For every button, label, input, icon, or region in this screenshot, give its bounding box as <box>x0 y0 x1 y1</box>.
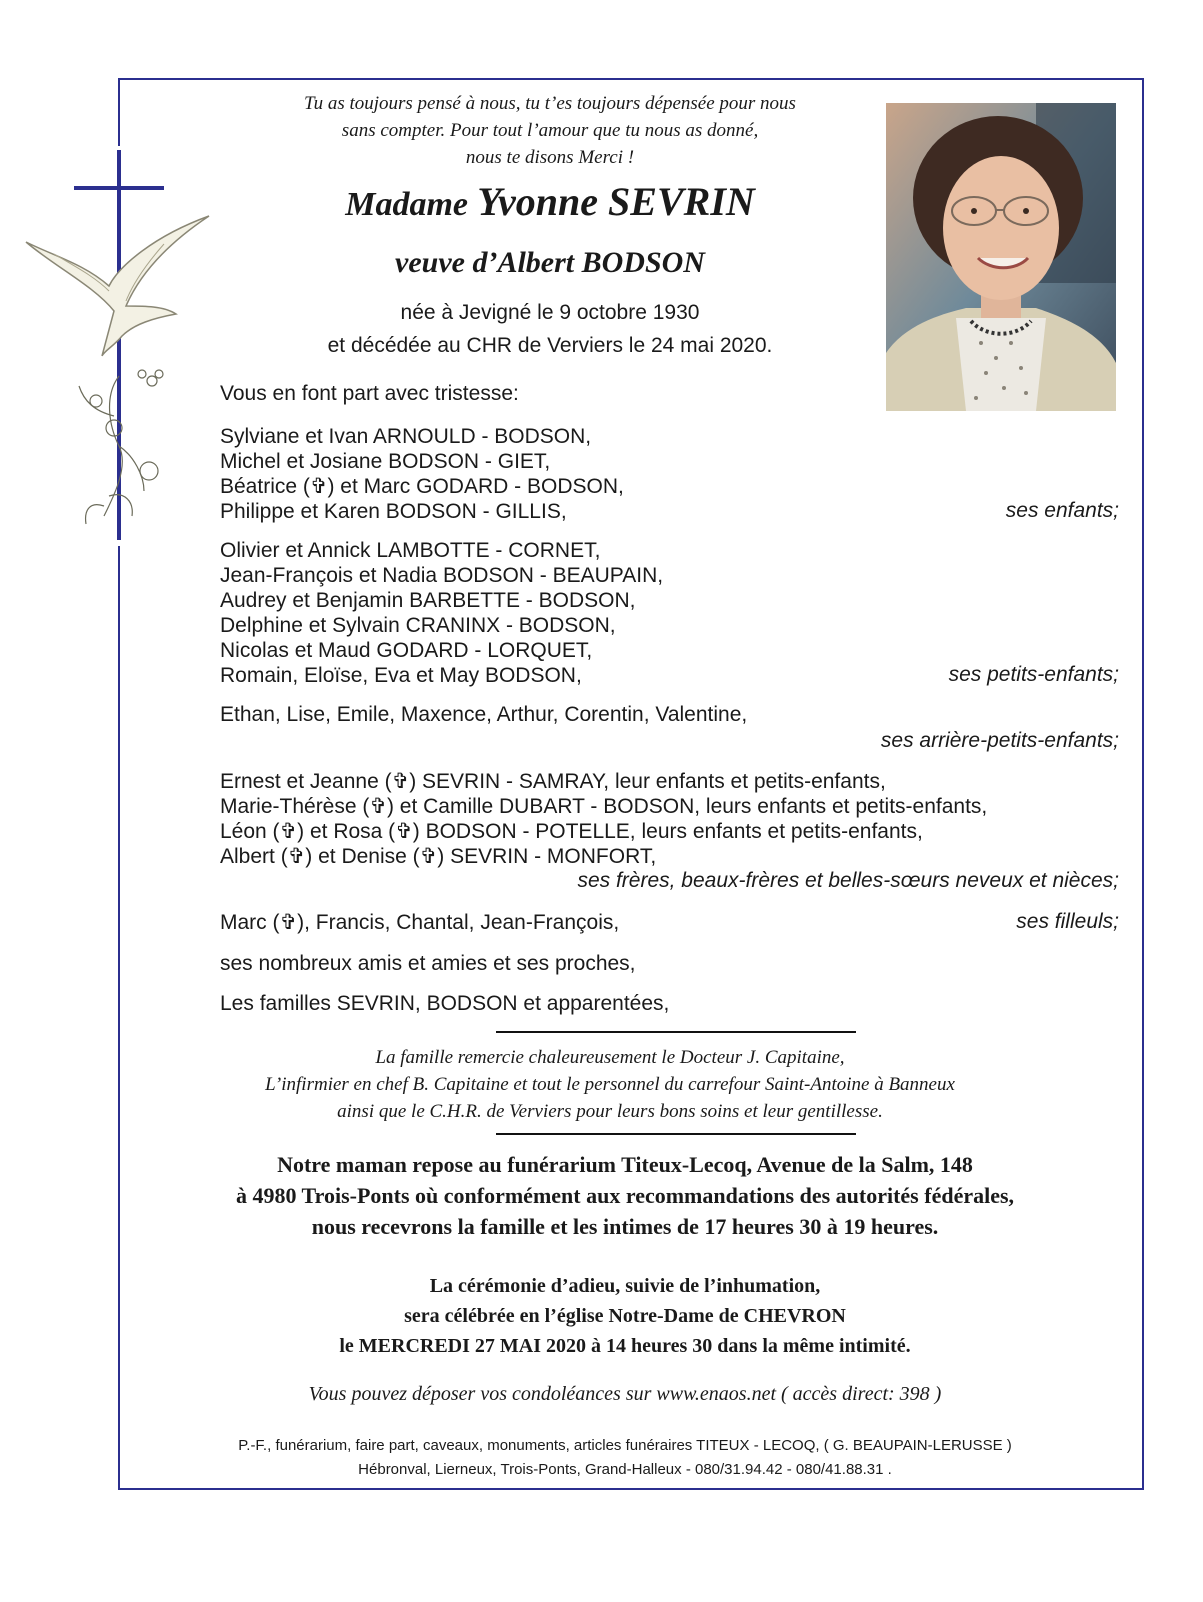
repose-line: à 4980 Trois-Ponts où conformément aux recommandations des autorités fédérales, <box>235 1183 1015 1208</box>
divider <box>496 1031 856 1033</box>
friends-line: ses nombreux amis et amies et ses proches, <box>220 952 636 975</box>
divider <box>496 1133 856 1135</box>
footer-line: Hébronval, Lierneux, Trois-Ponts, Grand-Halleux - 080/31.94.42 - 080/41.88.31 . <box>358 1461 892 1478</box>
portrait-photo <box>886 103 1116 411</box>
deceased-title <box>230 178 870 225</box>
list-item: Léon (✞) et Rosa (✞) BODSON - POTELLE, leurs enfants et petits-enfants, <box>220 820 923 843</box>
list-item: Béatrice (✞) et Marc GODARD - BODSON, <box>220 475 624 498</box>
quote-line: sans compter. Pour tout l’amour que tu nous as donné, <box>341 120 759 141</box>
repose-info <box>130 1149 1120 1242</box>
list-item: Jean-François et Nadia BODSON - BEAUPAIN, <box>220 564 664 587</box>
list-item: Michel et Josiane BODSON - GIET, <box>220 450 551 473</box>
list-item: Olivier et Annick LAMBOTTE - CORNET, <box>220 539 601 562</box>
children-list <box>220 424 624 524</box>
intro-text: Vous en font part avec tristesse: <box>220 382 519 405</box>
siblings-list <box>220 769 987 869</box>
ceremony-line: La cérémonie d’adieu, suivie de l’inhumation, <box>429 1275 821 1297</box>
death-line: et décédée au CHR de Verviers le 24 mai 2020. <box>327 334 773 357</box>
list-item: Audrey et Benjamin BARBETTE - BODSON, <box>220 589 636 612</box>
quote-line: Tu as toujours pensé à nous, tu t’es toujours dépensée pour nous <box>304 93 796 114</box>
thanks-line: La famille remercie chaleureusement le Docteur J. Capitaine, <box>375 1047 845 1068</box>
condolences-text: Vous pouvez déposer vos condoléances sur www.enaos.net ( accès direct: 398 ) <box>308 1383 942 1405</box>
great-grandchildren-relation: ses arrière-petits-enfants; <box>880 729 1119 752</box>
great-grandchildren-line: Ethan, Lise, Emile, Maxence, Arthur, Corentin, Valentine, <box>220 703 748 726</box>
grandchildren-list <box>220 538 663 688</box>
ceremony-line: le MERCREDI 27 MAI 2020 à 14 heures 30 dans la même intimité. <box>339 1335 911 1357</box>
list-item: Delphine et Sylvain CRANINX - BODSON, <box>220 614 616 637</box>
list-item: Marie-Thérèse (✞) et Camille DUBART - BODSON, leurs enfants et petits-enfants, <box>220 795 988 818</box>
repose-line: Notre maman repose au funérarium Titeux-Lecoq, Avenue de la Salm, 148 <box>277 1152 973 1177</box>
list-item: Nicolas et Maud GODARD - LORQUET, <box>220 639 593 662</box>
grandchildren-relation: ses petits-enfants; <box>948 663 1119 686</box>
list-item: Sylviane et Ivan ARNOULD - BODSON, <box>220 425 592 448</box>
siblings-relation: ses frères, beaux-frères et belles-sœurs neveux et nièces; <box>577 869 1119 892</box>
ceremony-info <box>130 1271 1120 1361</box>
deceased-name: Yvonne SEVRIN <box>477 179 755 224</box>
thanks-text <box>140 1044 1080 1125</box>
title-prefix: Madame <box>345 186 468 223</box>
footer-line: P.-F., funérarium, faire part, caveaux, monuments, articles funéraires TITEUX - LECOQ, ( G. BEAUPAIN-LERUSSE ) <box>238 1437 1012 1454</box>
thanks-line: ainsi que le C.H.R. de Verviers pour leurs bons soins et leur gentillesse. <box>337 1101 883 1122</box>
funeral-home-footer <box>130 1434 1120 1482</box>
list-item: Albert (✞) et Denise (✞) SEVRIN - MONFORT, <box>220 845 657 868</box>
godchildren-relation: ses filleuls; <box>1016 910 1119 933</box>
list-item: Ernest et Jeanne (✞) SEVRIN - SAMRAY, leur enfants et petits-enfants, <box>220 770 886 793</box>
opening-quote <box>230 90 870 171</box>
godchildren-line: Marc (✞), Francis, Chantal, Jean-François, <box>220 911 620 934</box>
thanks-line: L’infirmier en chef B. Capitaine et tout le personnel du carrefour Saint-Antoine à Banneux <box>265 1074 955 1095</box>
list-item: Romain, Eloïse, Eva et May BODSON, <box>220 664 582 687</box>
repose-line: nous recevrons la famille et les intimes de 17 heures 30 à 19 heures. <box>311 1214 939 1239</box>
ceremony-line: sera célébrée en l’église Notre-Dame de CHEVRON <box>404 1305 846 1327</box>
list-item: Philippe et Karen BODSON - GILLIS, <box>220 500 567 523</box>
children-relation: ses enfants; <box>1005 499 1119 522</box>
families-line: Les familles SEVRIN, BODSON et apparentées, <box>220 992 670 1015</box>
cross-dove-decoration-icon <box>14 146 214 546</box>
birth-line: née à Jevigné le 9 octobre 1930 <box>400 301 700 324</box>
quote-line: nous te disons Merci ! <box>465 147 635 168</box>
widow-of: veuve d’Albert BODSON <box>395 246 705 279</box>
birth-death-info <box>230 296 870 362</box>
